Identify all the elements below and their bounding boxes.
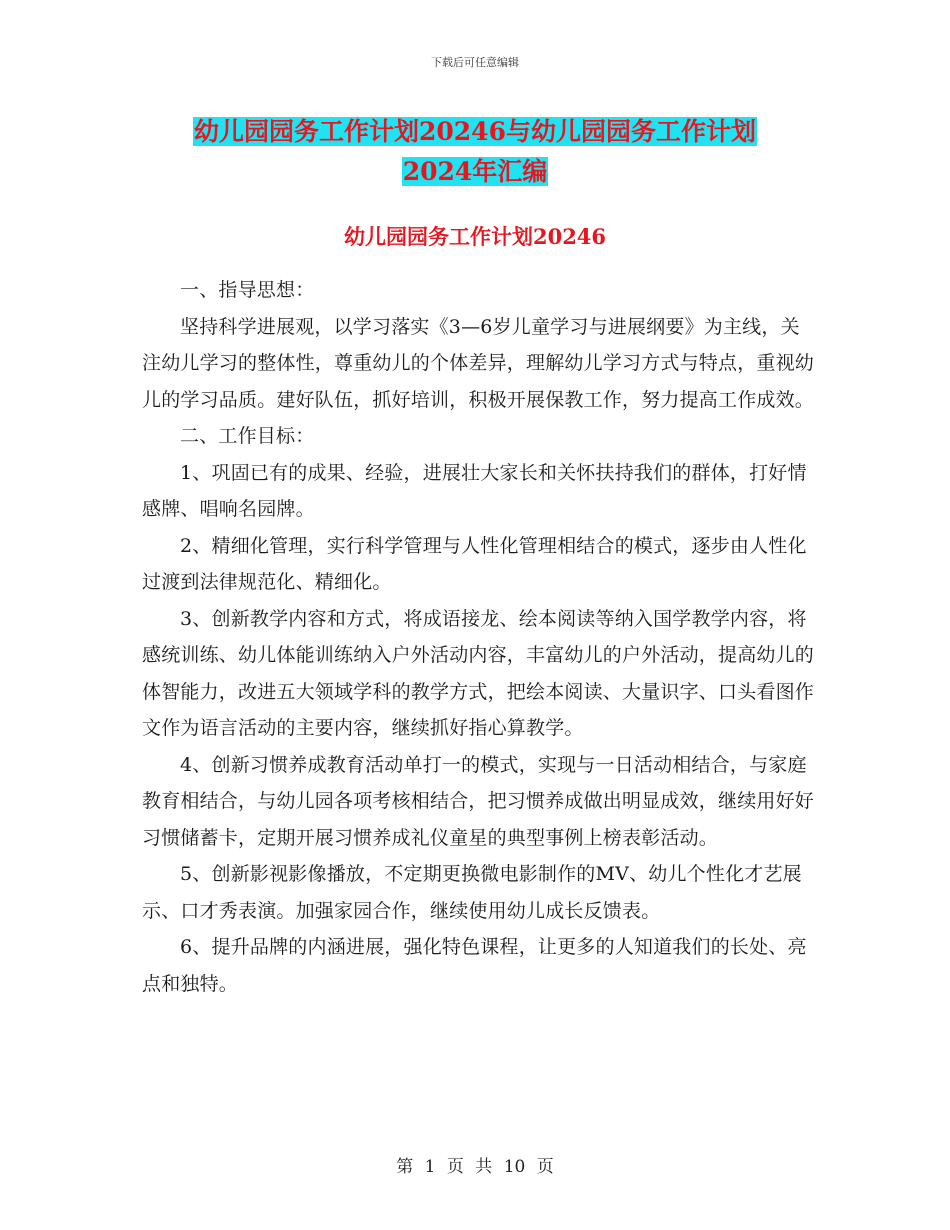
paragraph-goal-4: 4、创新习惯养成教育活动单打一的模式，实现与一日活动相结合，与家庭教育相结合，与幼儿园各项考核相结合，把习惯养成做出明显成效，继续用好好习惯储蓄卡，定期开展习惯养成礼仪童星的典型事例上榜表彰活动。 [142,753,815,849]
paragraph-goal-5: 5、创新影视影像播放，不定期更换微电影制作的MV、幼儿个性化才艺展示、口才秀表演。加强家园合作，继续使用幼儿成长反馈表。 [142,863,802,922]
document-title [0,112,950,192]
paragraph-goal-1: 1、巩固已有的成果、经验，进展壮大家长和关怀扶持我们的群体，打好情感牌、唱响名园牌。 [142,461,807,520]
page-footer: 第 1 页 共 10 页 [396,1157,554,1177]
paragraph-goal-2: 2、精细化管理，实行科学管理与人性化管理相结合的模式，逐步由人性化过渡到法律规范化、精细化。 [142,534,807,593]
title-line-2: 2024年汇编 [402,157,548,186]
section-title: 幼儿园园务工作计划20246 [343,224,607,249]
paragraph-guiding-text: 坚持科学进展观，以学习落实《3—6岁儿童学习与进展纲要》为主线，关注幼儿学习的整体性，尊重幼儿的个体差异，理解幼儿学习方式与特点，重视幼儿的学习品质。建好队伍，抓好培训，积极开展保教工作，努力提高工作成效。 [142,315,815,411]
header-note: 下载后可任意编辑 [431,56,519,69]
paragraph-guiding-heading: 一、指导思想： [180,279,315,301]
paragraph-goals-heading: 二、工作目标： [180,425,315,447]
paragraph-goal-6: 6、提升品牌的内涵进展，强化特色课程，让更多的人知道我们的长处、亮点和独特。 [142,936,807,995]
paragraph-goal-3: 3、创新教学内容和方式，将成语接龙、绘本阅读等纳入国学教学内容，将感统训练、幼儿体能训练纳入户外活动内容，丰富幼儿的户外活动，提高幼儿的体智能力，改进五大领域学科的教学方式，把绘本阅读、大量识字、口头看图作文作为语言活动的主要内容，继续抓好指心算教学。 [142,607,815,739]
document-body [142,272,814,1002]
title-line-1: 幼儿园园务工作计划20246与幼儿园园务工作计划 [194,117,756,146]
